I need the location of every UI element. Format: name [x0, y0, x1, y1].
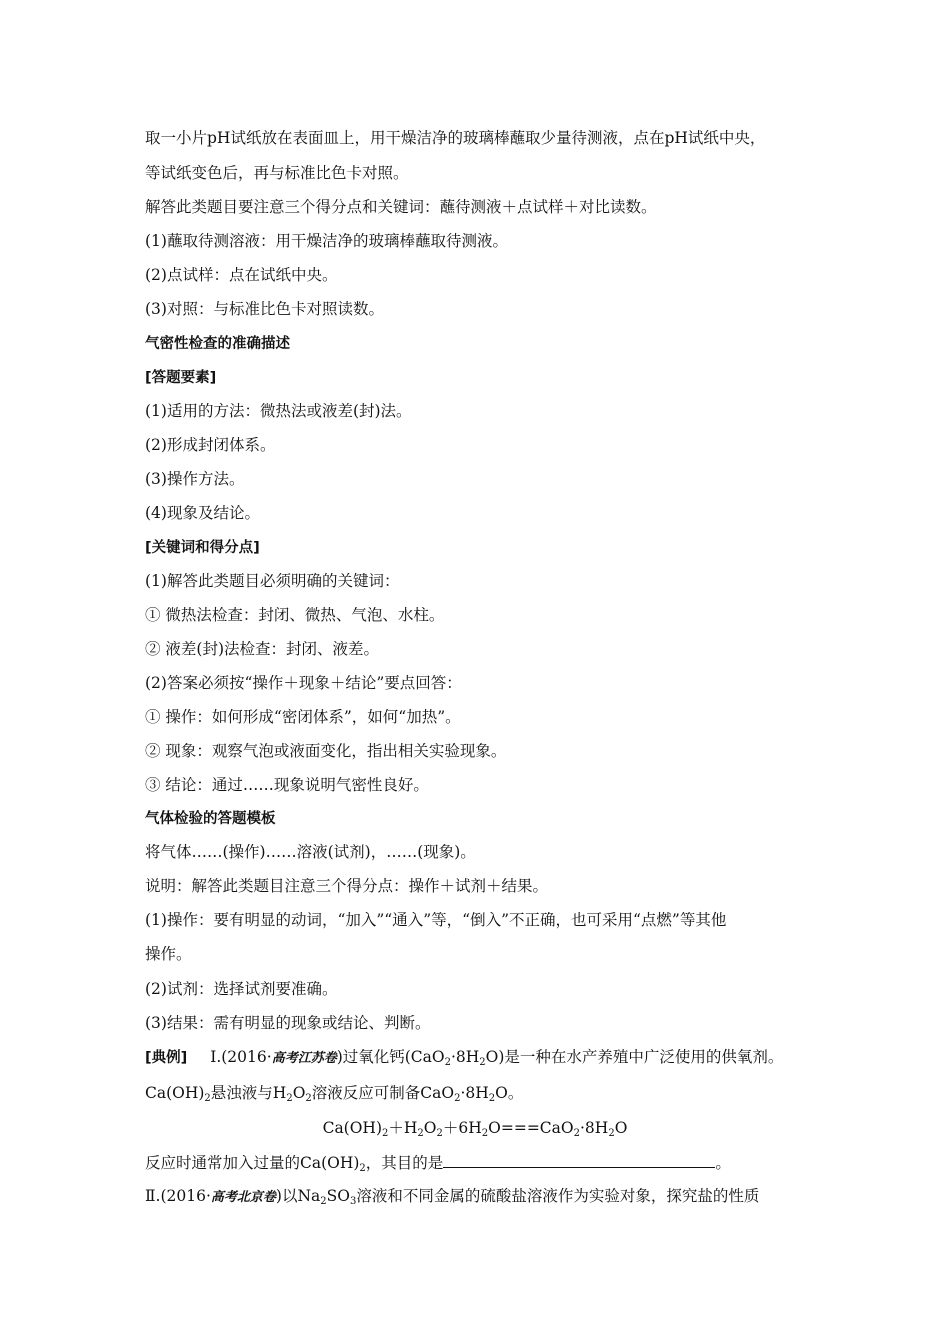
- text-line: ③ 结论：通过……现象说明气密性良好。: [145, 776, 429, 794]
- example-line: Ⅱ.(2016·高考北京卷)以$Na_2SO_3$溶液和不同金属的硫酸盐溶液作为实验对象，探究盐的性质: [145, 1187, 760, 1207]
- text-line: 等试纸变色后，再与标准比色卡对照。: [145, 164, 409, 182]
- text-line: 操作。: [145, 945, 192, 963]
- text-line: ① 操作：如何形成“密闭体系”，如何“加热”。: [145, 708, 461, 726]
- text-line: (4)现象及结论。: [145, 504, 260, 522]
- text-line: (1)操作：要有明显的动词，“加入”“通入”等，“倒入”不正确，也可采用“点燃”等其他: [145, 911, 727, 929]
- example-line: [典例] Ⅰ.(2016·高考江苏卷)过氧化钙$(CaO_2\cdot 8H_2O)$是一种在水产养殖中广泛使用的供氧剂。: [145, 1048, 784, 1068]
- question-line: 反应时通常加入过量的$Ca(OH)_2$，其目的是 。: [145, 1154, 731, 1174]
- source-label: 高考江苏卷: [271, 1051, 337, 1066]
- text-line: (2)形成封闭体系。: [145, 436, 276, 454]
- text-line: (1)适用的方法：微热法或液差(封)法。: [145, 402, 412, 420]
- example-line: $Ca(OH)_2$悬浊液与$H_2O_2$溶液反应可制备$CaO_2\cdot 8H_2O$。: [145, 1084, 524, 1104]
- text-line: (3)操作方法。: [145, 470, 245, 488]
- text-line: (3)结果：需有明显的现象或结论、判断。: [145, 1014, 431, 1032]
- text-line: ② 液差(封)法检查：封闭、液差。: [145, 640, 380, 658]
- text-line: (2)试剂：选择试剂要准确。: [145, 980, 338, 998]
- chemical-equation: $Ca(OH)_2+H_2O_2+6H_2O===CaO_2\cdot 8H_2O$: [322, 1119, 628, 1139]
- text-line: (3)对照：与标准比色卡对照读数。: [145, 300, 384, 318]
- answer-blank[interactable]: [443, 1152, 715, 1168]
- text-line: 说明：解答此类题目注意三个得分点：操作＋试剂＋结果。: [145, 877, 549, 895]
- text-line: (2)答案必须按“操作＋现象＋结论”要点回答：: [145, 674, 462, 692]
- subsection-heading: [答题要素]: [145, 370, 217, 386]
- text-line: (1)解答此类题目必须明确的关键词：: [145, 572, 400, 590]
- text-line: ① 微热法检查：封闭、微热、气泡、水柱。: [145, 606, 445, 624]
- text-line: 取一小片pH试纸放在表面皿上，用干燥洁净的玻璃棒蘸取少量待测液，点在pH试纸中央，: [145, 129, 766, 147]
- text-line: 将气体……(操作)……溶液(试剂)，……(现象)。: [145, 843, 476, 861]
- section-heading: 气密性检查的准确描述: [145, 336, 290, 352]
- source-label: 高考北京卷: [210, 1190, 276, 1205]
- text-line: 解答此类题目要注意三个得分点和关键词：蘸待测液＋点试样＋对比读数。: [145, 198, 657, 216]
- example-tag: [典例]: [145, 1050, 188, 1066]
- text-line: ② 现象：观察气泡或液面变化，指出相关实验现象。: [145, 742, 507, 760]
- subsection-heading: [关键词和得分点]: [145, 540, 260, 556]
- section-heading: 气体检验的答题模板: [145, 811, 276, 827]
- text-line: (1)蘸取待测溶液：用干燥洁净的玻璃棒蘸取待测液。: [145, 232, 508, 250]
- text-line: (2)点试样：点在试纸中央。: [145, 266, 338, 284]
